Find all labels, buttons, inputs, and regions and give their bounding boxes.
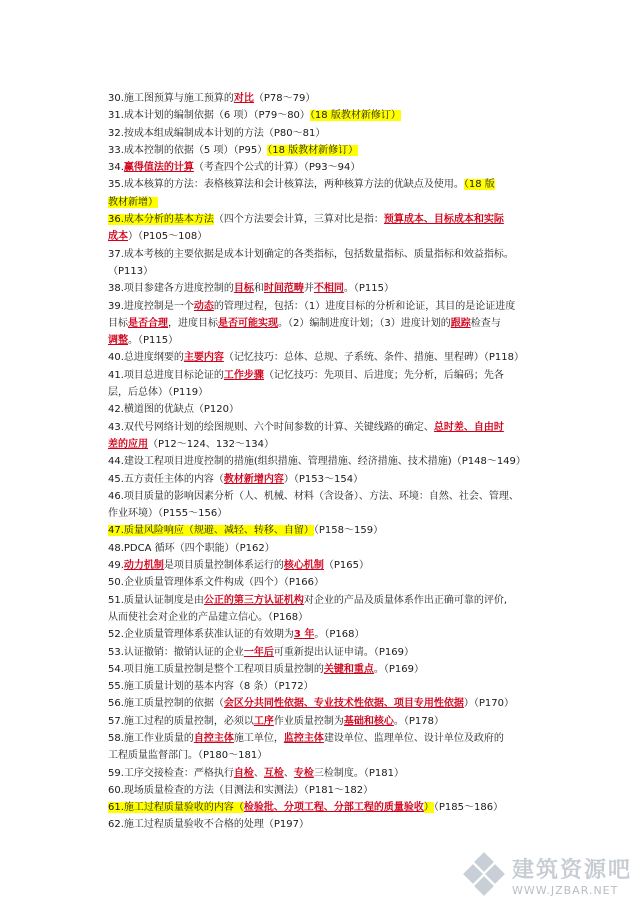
note-text: 作业质量控制为	[273, 715, 344, 727]
note-text: 34.	[108, 162, 124, 174]
note-line	[108, 125, 568, 142]
emphasized-text: 差的应用	[108, 438, 148, 450]
note-line	[108, 488, 568, 505]
emphasized-text: 动力机制	[123, 560, 164, 572]
note-text: 和	[253, 283, 264, 295]
note-text: 60.现场质量检查的方法（目测法和实测法）（P181～182）	[108, 784, 374, 796]
note-text: 从而使社会对企业的产品建立信心。（P168）	[108, 611, 309, 623]
note-text: 。（P115）	[343, 283, 395, 295]
emphasized-text: 是否可能实现	[218, 317, 278, 329]
note-text: （考查四个公式的计算）（P93～94）	[193, 162, 361, 174]
watermark-title: 建筑资源吧	[511, 858, 632, 883]
emphasized-text: 专检	[293, 767, 314, 779]
note-text: 层，后总体）（P119）	[108, 387, 209, 399]
note-text: 作业环境）（P155～156）	[108, 508, 228, 520]
note-text: （四个方法要会计算，三算对比是指：	[213, 214, 384, 226]
highlighted-text: 61.施工过程质量验收的内容（	[108, 802, 244, 814]
emphasized-text: 自检	[233, 767, 254, 779]
emphasized-text: 一年后	[243, 646, 274, 658]
note-text: 31.成本计划的编制依据（6 项）（P79～80）	[108, 110, 310, 122]
note-line	[108, 816, 568, 833]
note-text: 是项目质量控制体系运行的	[163, 560, 284, 572]
note-text: 43.双代号网络计划的绘图规则、六个时间参数的计算、关键线路的确定、	[108, 421, 434, 433]
note-line	[108, 799, 568, 816]
note-line	[108, 159, 568, 176]
note-line	[108, 592, 568, 609]
note-text: （记忆技巧：总体、总规、子系统、条件、措施、里程碑）（P118）	[223, 352, 525, 364]
highlighted-text: （18 版教材新修订）	[309, 110, 401, 122]
note-text: 对企业的产品及质量体系作出正确可靠的评价,	[303, 594, 508, 606]
note-line	[108, 471, 568, 488]
note-text: 50.企业质量管理体系文件构成（四个）（P166）	[108, 577, 325, 589]
note-text: 。（2）编制进度计划；（3）进度计划的	[278, 317, 451, 329]
note-line	[108, 263, 568, 280]
note-line	[108, 713, 568, 730]
highlighted-text: （18 版教材新修订）	[267, 144, 359, 156]
note-text: 可重新提出认证申请。（P169）	[273, 646, 415, 658]
note-text: （P113）	[108, 265, 154, 277]
note-line	[108, 349, 568, 366]
note-text: 56.施工质量控制的依据（	[108, 698, 224, 710]
note-text: 52.企业质量管理体系获准认证的有效期为	[108, 629, 294, 641]
emphasized-text: 成本	[108, 231, 128, 243]
highlighted-text: 36.	[108, 214, 124, 226]
note-text: （P78～79）	[253, 93, 316, 104]
note-text: 。（P115）	[128, 335, 179, 347]
note-text: 、	[283, 767, 294, 779]
note-text: 30.施工图预算与施工预算的	[108, 93, 234, 104]
note-line	[108, 574, 568, 591]
emphasized-text: 监控主体	[283, 732, 324, 744]
emphasized-text: 不相同	[313, 283, 344, 295]
note-line	[108, 661, 568, 678]
emphasized-text: 核心机制	[283, 560, 324, 572]
note-line	[108, 176, 568, 193]
note-text: 46.项目质量的影响因素分析（人、机械、材料（含设备）、方法、环境：自然、社会、管理、	[108, 490, 519, 502]
note-line	[108, 194, 568, 211]
watermark	[462, 853, 632, 897]
emphasized-text: 调整	[108, 335, 128, 347]
watermark-logo-icon	[462, 853, 506, 897]
study-notes-list	[108, 90, 568, 834]
note-text: 。（P168）	[314, 629, 365, 641]
note-line	[108, 540, 568, 557]
note-line	[108, 142, 568, 159]
note-text: 施工单位，	[233, 732, 284, 744]
note-text: 33.成本控制的依据（5 项）（P95）	[108, 144, 268, 156]
note-text: ）（P170）	[463, 698, 515, 710]
note-text: （P12～124、132～134）	[148, 438, 275, 450]
emphasized-text: 检验批、分项工程、分部工程的质量验收	[243, 802, 424, 814]
emphasized-text: 自控主体	[193, 732, 234, 744]
note-text: （P158～159）	[313, 525, 384, 537]
note-text: 41.项目总进度目标论证的	[108, 369, 224, 381]
emphasized-text: 总时差、自由时	[433, 421, 504, 433]
note-text: 39.进度控制是一个	[108, 300, 194, 312]
note-text: 53.认证撤销：撤销认证的企业	[108, 646, 244, 658]
note-line	[108, 384, 568, 401]
note-line	[108, 609, 568, 626]
note-text: 42.横道图的优缺点（P120）	[108, 404, 240, 416]
emphasized-text: 预算成本、目标成本和实际	[383, 214, 504, 226]
note-line	[108, 730, 568, 747]
emphasized-text: 是否合理	[128, 317, 168, 329]
note-text: 工程质量监督部门。（P180～181）	[108, 750, 268, 762]
note-text: 的管理过程，包括：（1）进度目标的分析和论证，其目的是论证进度	[213, 300, 516, 312]
highlighted-text: ）	[423, 802, 434, 814]
highlighted-text: 教材新增）	[108, 196, 158, 208]
note-text: 57.施工过程的质量控制，必须以	[108, 715, 254, 727]
note-text: 49.	[108, 560, 124, 572]
emphasized-text: 动态	[193, 300, 214, 312]
note-line	[108, 505, 568, 522]
note-text: 44.建设工程项目进度控制的措施(组织措施、管理措施、经济措施、技术措施)（P148～149）	[108, 456, 526, 468]
note-text: 38.项目参建各方进度控制的	[108, 283, 234, 295]
note-text: 51.质量认证制度是由	[108, 594, 204, 606]
note-line	[108, 367, 568, 384]
note-line	[108, 522, 568, 539]
note-text: 58.施工作业质量的	[108, 732, 194, 744]
emphasized-text: 关键和重点	[323, 663, 374, 675]
note-line	[108, 228, 568, 245]
note-text: 检查与	[470, 317, 501, 329]
note-text: 59.工序交接检查：严格执行	[108, 767, 234, 779]
note-text: （P185～186）	[433, 802, 504, 814]
note-text: 。（P169）	[373, 663, 425, 675]
note-text: 62.施工过程质量验收不合格的处理（P197）	[108, 819, 310, 831]
note-text: 并	[303, 283, 314, 295]
note-line	[108, 453, 568, 470]
emphasized-text: 时间范畴	[263, 283, 304, 295]
note-text: 目标	[108, 317, 128, 329]
note-text: 40.总进度纲要的	[108, 352, 184, 364]
note-text: 37.成本考核的主要依据是成本计划确定的各类指标，包括数量指标、质量指标和效益指标。	[108, 248, 514, 260]
note-line	[108, 765, 568, 782]
note-text: 35.成本核算的方法：表格核算法和会计核算法，两种核算方法的优缺点及使用。	[108, 179, 464, 191]
note-text: 48.PDCA 循环（四个职能）（P162）	[108, 542, 275, 554]
note-text: ，进度目标	[168, 317, 218, 329]
emphasized-text: 3 年	[293, 629, 315, 641]
note-text: 55.施工质量计划的基本内容（8 条）（P172）	[108, 681, 314, 693]
note-line	[108, 280, 568, 297]
emphasized-text: 基础和核心	[343, 715, 394, 727]
note-text: 。（P178）	[393, 715, 445, 727]
watermark-url: WWW.JZBAR.NET	[511, 884, 619, 897]
note-line	[108, 782, 568, 799]
emphasized-text: 互检	[263, 767, 284, 779]
emphasized-text: 教材新增内容	[223, 473, 284, 485]
note-line	[108, 626, 568, 643]
note-line	[108, 678, 568, 695]
note-text: 54.项目施工质量控制是整个工程项目质量控制的	[108, 663, 324, 675]
emphasized-text: 工作步骤	[223, 369, 264, 381]
note-line	[108, 557, 568, 574]
note-line	[108, 107, 568, 124]
note-text: ）（P153～154）	[283, 473, 364, 485]
note-text: （P165）	[323, 560, 370, 572]
note-text: （记忆技巧：先项目、后进度；先分析，后编码；先各	[263, 369, 504, 381]
emphasized-text: 公正的第三方认证机构	[203, 594, 304, 606]
emphasized-text: 跟踪	[450, 317, 471, 329]
note-text: 三检制度。（P181）	[313, 767, 405, 779]
emphasized-text: 对比	[233, 93, 254, 104]
highlighted-text: 成本分析的基本方法	[123, 214, 214, 226]
note-text: 建设单位、监理单位、设计单位及政府的	[323, 732, 504, 744]
note-line	[108, 695, 568, 712]
note-text: ）（P105～108）	[128, 231, 208, 243]
note-line	[108, 401, 568, 418]
emphasized-text: 赢得值法的计算	[123, 162, 194, 174]
note-line	[108, 644, 568, 661]
note-line	[108, 332, 568, 349]
note-text: 45.五方责任主体的内容（	[108, 473, 224, 485]
note-text: 32.按成本组成编制成本计划的方法（P80～81）	[108, 127, 326, 139]
note-line	[108, 419, 568, 436]
note-line	[108, 436, 568, 453]
highlighted-text: （18 版	[463, 179, 495, 191]
highlighted-text: 47.质量风险响应（规避、减轻、转移、自留）	[108, 525, 314, 537]
note-line	[108, 246, 568, 263]
note-line	[108, 298, 568, 315]
note-text: 、	[253, 767, 264, 779]
emphasized-text: 会区分共同性依据、专业技术性依据、项目专用性依据	[223, 698, 464, 710]
note-line	[108, 747, 568, 764]
note-line	[108, 90, 568, 107]
note-line	[108, 315, 568, 332]
emphasized-text: 主要内容	[183, 352, 224, 364]
note-line	[108, 211, 568, 228]
emphasized-text: 工序	[253, 715, 274, 727]
emphasized-text: 目标	[233, 283, 254, 295]
